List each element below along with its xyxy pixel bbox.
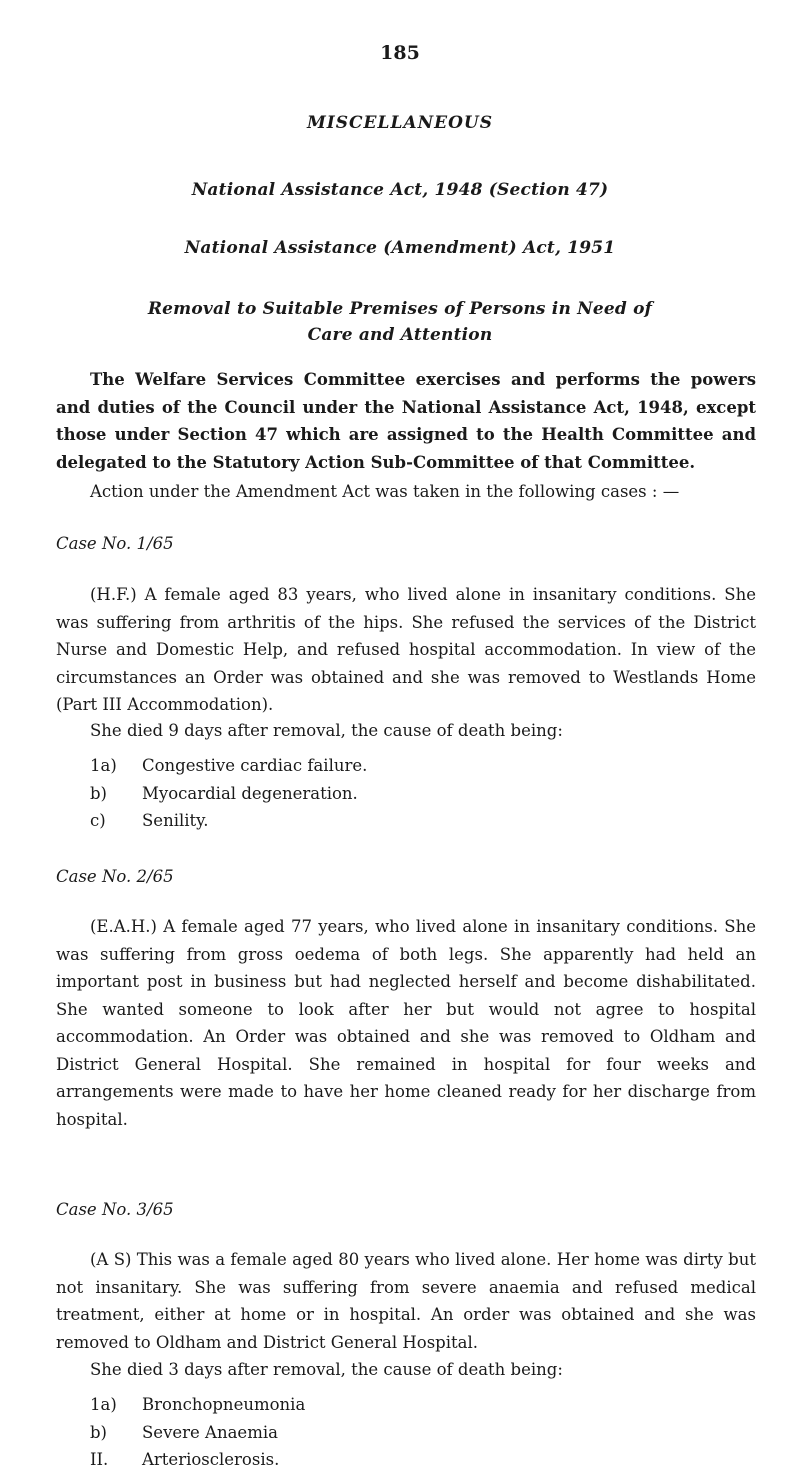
cause-marker: 1a)	[90, 1395, 117, 1414]
case-1-text: (H.F.) A female aged 83 years, who lived alone in insanitary conditions. She was suffering from arthritis of the hips. She refused the services of the District Nurse and Domestic Help, and refused hospital accommodation. In view of the circumstances an Order was obtained and she was removed to Westlands Home (Part III Accommodation).	[56, 585, 756, 714]
page-number: 185	[380, 42, 420, 64]
cause-text: Bronchopneumonia	[142, 1395, 306, 1414]
act-heading-1948: National Assistance Act, 1948 (Section 47)	[191, 180, 609, 200]
act-heading-1951: National Assistance (Amendment) Act, 1951	[184, 238, 616, 258]
section-title: MISCELLANEOUS	[306, 113, 494, 133]
case-3-causes-list	[90, 1391, 305, 1474]
case-1-causes-list	[90, 752, 367, 835]
cause-text: Congestive cardiac failure.	[142, 756, 368, 775]
case-heading-2: Case No. 2/65	[56, 867, 174, 886]
cause-marker: b)	[90, 1422, 107, 1442]
cause-marker: c)	[90, 811, 106, 830]
case-heading-3: Case No. 3/65	[56, 1200, 174, 1219]
case-heading-1: Case No. 1/65	[56, 534, 174, 553]
list-item	[90, 780, 367, 808]
cause-text: Arteriosclerosis.	[142, 1450, 280, 1469]
list-item	[90, 752, 367, 780]
list-item	[90, 1419, 305, 1447]
removal-heading	[0, 296, 800, 348]
cause-marker: II.	[90, 1450, 109, 1469]
removal-heading-line-2: Care and Attention	[307, 325, 493, 345]
case-3-death-statement: She died 3 days after removal, the cause of death being:	[90, 1360, 563, 1379]
list-item	[90, 1391, 305, 1419]
case-1-death-statement: She died 9 days after removal, the cause of death being:	[90, 721, 563, 740]
welfare-paragraph: The Welfare Services Committee exercises and performs the powers and duties of the Council under the National Assistance Act, 1948, except those under Section 47 which are assigned to the Health Committee and delegated to the Statutory Action Sub-Committee of that Committee.	[56, 370, 756, 472]
cause-marker: 1a)	[90, 756, 117, 775]
list-item	[90, 1446, 305, 1474]
cause-text: Myocardial degeneration.	[142, 783, 358, 803]
cause-marker: b)	[90, 783, 107, 803]
removal-heading-line-1: Removal to Suitable Premises of Persons in Need of	[147, 299, 653, 319]
action-intro: Action under the Amendment Act was taken in the following cases : —	[90, 482, 680, 501]
cause-text: Severe Anaemia	[142, 1422, 278, 1442]
list-item	[90, 807, 367, 835]
cause-text: Senility.	[142, 811, 209, 830]
case-3-text: (A S) This was a female aged 80 years who lived alone. Her home was dirty but not insanitary. She was suffering from severe anaemia and refused medical treatment, either at home or in hospital. An order was obtained and she was removed to Oldham and District General Hospital.	[56, 1250, 756, 1352]
case-2-text: (E.A.H.) A female aged 77 years, who lived alone in insanitary conditions. She was suffering from gross oedema of both legs. She apparently had held an important post in business but had neglected herself and become dishabilitated. She wanted someone to look after her but would not agree to hospital accommodation. An Order was obtained and she was removed to Oldham and District General Hospital. She remained in hospital for four weeks and arrangements were made to have her home cleaned ready for her discharge from hospital.	[56, 917, 756, 1129]
